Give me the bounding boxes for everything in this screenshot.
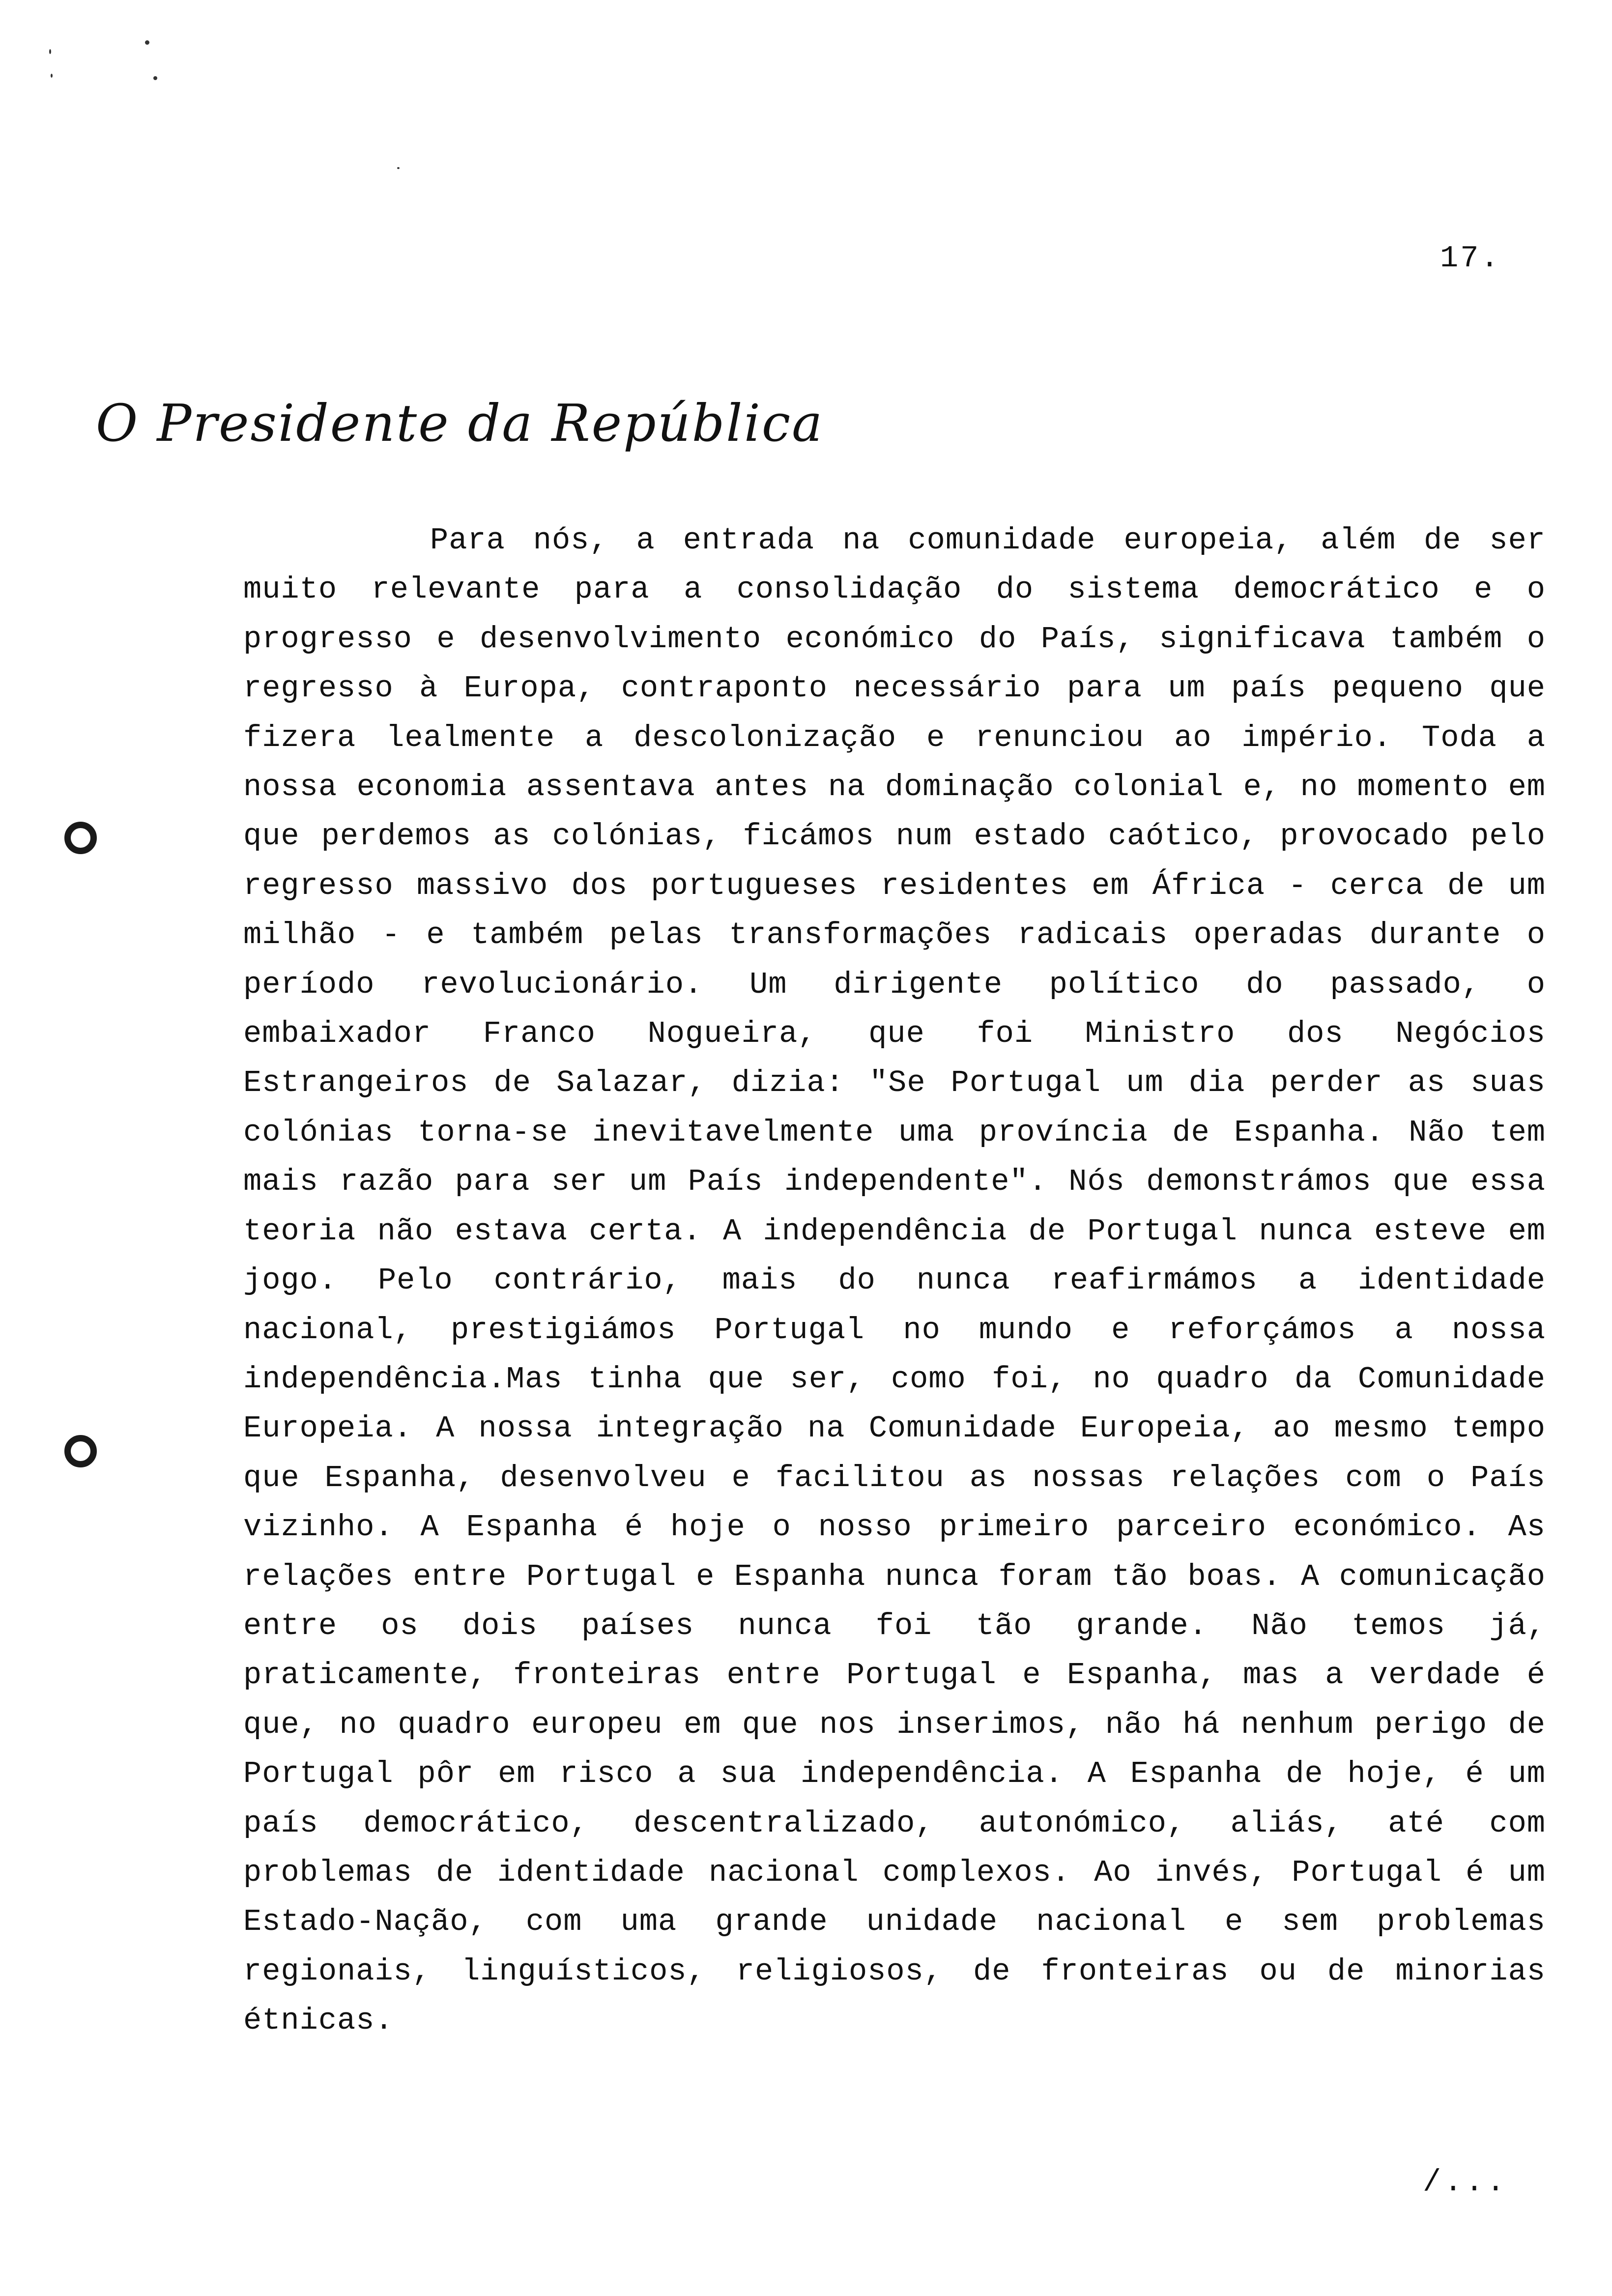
scan-speck [49,49,51,54]
scan-speck [51,74,53,78]
continuation-mark: /... [1423,2165,1508,2200]
scan-speck [145,40,149,45]
body-paragraph: Para nós, a entrada na comunidade europeia, além de ser muito relevante para a consolidação do sistema democrático e o progresso e desenvolvimento económico do País, significava também o regresso à Europa, contraponto necessário para um país pequeno que fizera lealmente a descolonização e renunciou ao império. Toda a nossa economia assentava antes na dominação colonial e, no momento em que perdemos as colónias, ficámos num estado caótico, provocado pelo regresso massivo dos portugueses residentes em África - cerca de um milhão - e também pelas transformações radicais operadas durante o período revolucionário. Um dirigente político do passado, o embaixador Franco Nogueira, que foi Ministro dos Negócios Estrangeiros de Salazar, dizia: "Se Portugal um dia perder as suas colónias torna-se inevitavelmente uma província de Espanha. Não tem mais razão para ser um País independente". Nós demonstrámos que essa teoria não estava certa. A independência de Portugal nunca esteve em jogo. Pelo contrário, mais do nunca reafirmámos a identidade nacional, prestigiámos Portugal no mundo e reforçámos a nossa independência.Mas tinha que ser, como foi, no quadro da Comunidade Europeia. A nossa integração na Comunidade Europeia, ao mesmo tempo que Espanha, desenvolveu e facilitou as nossas relações com o País vizinho. A Espanha é hoje o nosso primeiro parceiro económico. As relações entre Portugal e Espanha nunca foram tão boas. A comunicação entre os dois países nunca foi tão grande. Não temos já, praticamente, fronteiras entre Portugal e Espanha, mas a verdade é que, no quadro europeu em que nos inserimos, não há nenhum perigo de Portugal pôr em risco a sua independência. A Espanha de hoje, é um país democrático, descentralizado, autonómico, aliás, até com problemas de identidade nacional complexos. Ao invés, Portugal é um Estado-Nação, com uma grande unidade nacional e sem problemas regionais, linguísticos, religiosos, de fronteiras ou de minorias étnicas. [243,523,1546,2038]
letterhead-title: O Presidente da República [96,393,824,453]
scan-speck [397,167,400,169]
page-number: 17. [1440,241,1501,276]
scan-speck [153,76,157,80]
punch-hole-icon [64,1435,97,1467]
punch-hole-icon [64,822,97,854]
